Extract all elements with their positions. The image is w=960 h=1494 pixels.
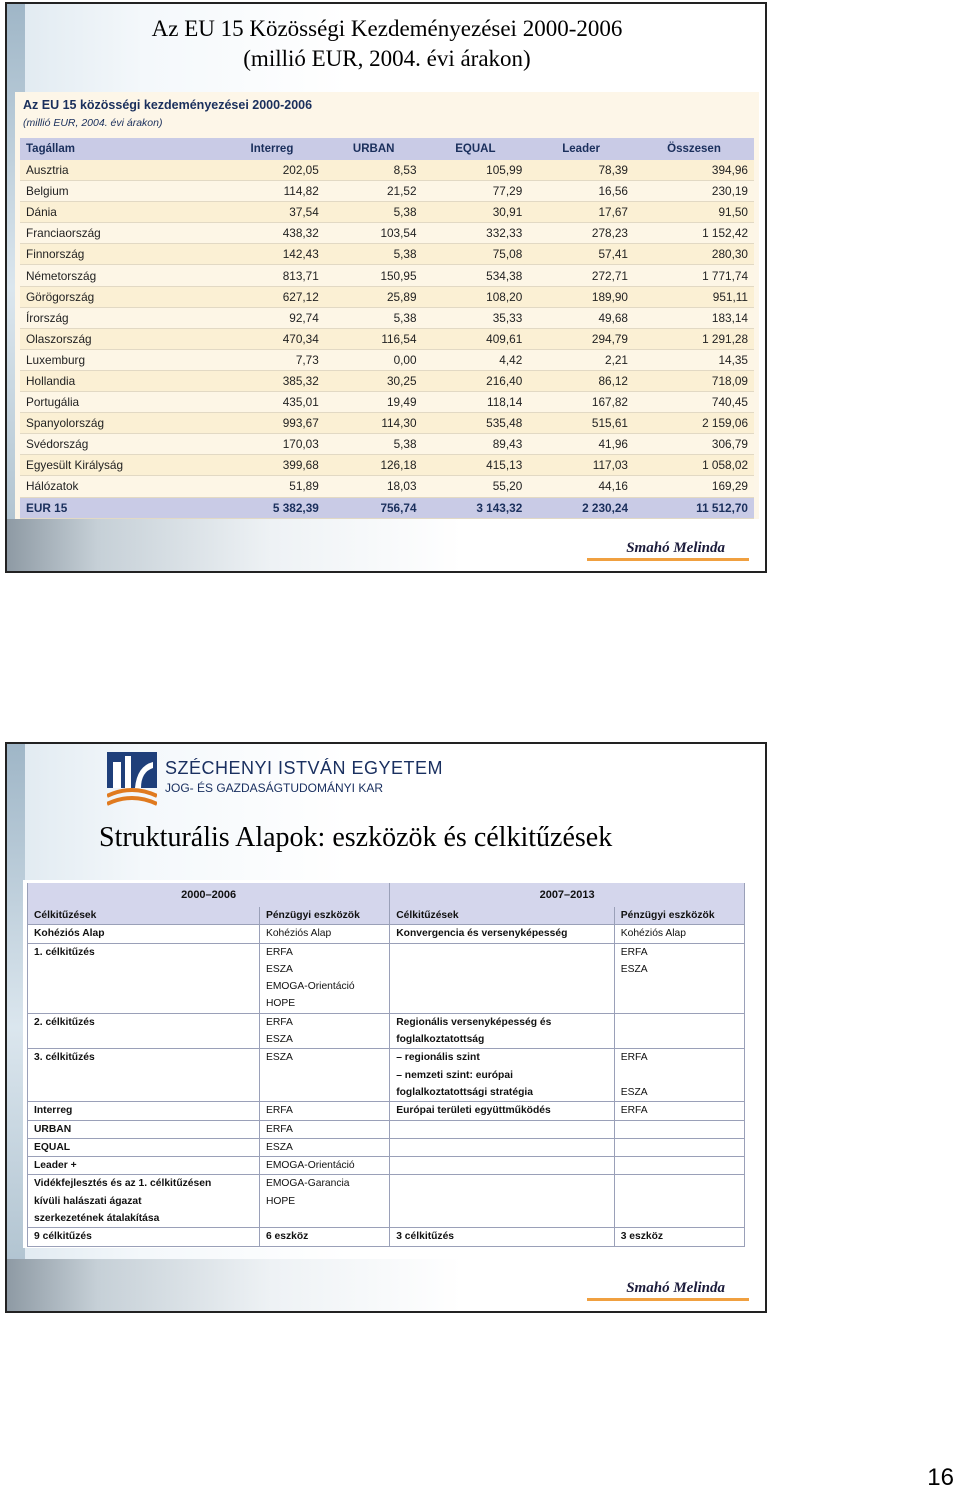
table-cell-value: 49,68 — [528, 307, 634, 328]
table-cell-value: 51,89 — [219, 476, 325, 497]
table-cell-country: Luxemburg — [20, 349, 219, 370]
table-cell — [28, 1084, 260, 1102]
table-cell-value: 2 230,24 — [528, 497, 634, 518]
table-row — [20, 392, 754, 413]
table-cell — [390, 1138, 615, 1156]
table-cell: HOPE — [259, 995, 389, 1013]
table-cell — [390, 1157, 615, 1175]
table-cell: Kohéziós Alap — [614, 925, 744, 943]
table-cell-value: 394,96 — [634, 160, 754, 181]
table-header-row — [20, 138, 754, 160]
table-cell: EMOGA-Orientáció — [259, 978, 389, 995]
table-cell-country: Egyesült Királyság — [20, 455, 219, 476]
page-number: 16 — [927, 1464, 954, 1491]
table-row — [28, 1157, 745, 1175]
table-cell-value: 230,19 — [634, 181, 754, 202]
table-cell: Regionális versenyképesség és — [390, 1013, 615, 1031]
table-cell-value: 627,12 — [219, 286, 325, 307]
table-cell-value: 385,32 — [219, 370, 325, 391]
table-row — [20, 160, 754, 181]
col-header-objectives-new: Célkitűzések — [390, 907, 615, 925]
table-cell-value: 993,67 — [219, 413, 325, 434]
col-header-instruments-new: Pénzügyi eszközök — [614, 907, 744, 925]
table-cell — [390, 1210, 615, 1228]
table-cell-value: 294,79 — [528, 328, 634, 349]
col-header-total: Összesen — [634, 138, 754, 160]
table-cell-value: 0,00 — [325, 349, 423, 370]
table-cell — [614, 1193, 744, 1210]
table-cell-value: 16,56 — [528, 181, 634, 202]
table-cell-value: 7,73 — [219, 349, 325, 370]
table-cell-country: Franciaország — [20, 223, 219, 244]
table-cell-value: 30,25 — [325, 370, 423, 391]
table-row — [20, 181, 754, 202]
table-cell-value: 30,91 — [423, 202, 529, 223]
table-cell: ERFA — [259, 1102, 389, 1120]
table-cell: ESZA — [614, 961, 744, 978]
table-cell — [390, 1193, 615, 1210]
table-cell-value: 534,38 — [423, 265, 529, 286]
table-row — [28, 978, 745, 995]
table-cell — [28, 1031, 260, 1049]
table-cell-value: 117,03 — [528, 455, 634, 476]
table-cell-value: 415,13 — [423, 455, 529, 476]
table-cell-value: 399,68 — [219, 455, 325, 476]
table-cell-value: 18,03 — [325, 476, 423, 497]
table-cell-value: 718,09 — [634, 370, 754, 391]
table-cell: HOPE — [259, 1193, 389, 1210]
table-cell-value: 4,42 — [423, 349, 529, 370]
table-cell-value: 272,71 — [528, 265, 634, 286]
author-name: Smahó Melinda — [626, 540, 725, 556]
table-cell — [614, 1175, 744, 1193]
table-cell-value: 114,82 — [219, 181, 325, 202]
col-header-instruments-old: Pénzügyi eszközök — [259, 907, 389, 925]
table-row — [20, 328, 754, 349]
table-cell-value: 280,30 — [634, 244, 754, 265]
table-cell-value: 25,89 — [325, 286, 423, 307]
table-cell-country: Svédország — [20, 434, 219, 455]
col-header-interreg: Interreg — [219, 138, 325, 160]
period-header-row — [28, 883, 745, 907]
table-cell-country: EUR 15 — [20, 497, 219, 518]
table-cell-value: 2,21 — [528, 349, 634, 370]
table-row — [28, 995, 745, 1013]
table-cell: – nemzeti szint: európai — [390, 1067, 615, 1084]
col-header-member-state: Tagállam — [20, 138, 219, 160]
table-cell-value: 740,45 — [634, 392, 754, 413]
table-cell-value: 169,29 — [634, 476, 754, 497]
table-cell: 1. célkitűzés — [28, 943, 260, 961]
table-row — [20, 223, 754, 244]
column-header-row — [28, 907, 745, 925]
col-header-objectives-old: Célkitűzések — [28, 907, 260, 925]
table-cell-value: 1 291,28 — [634, 328, 754, 349]
table-cell: foglalkoztatottsági stratégia — [390, 1084, 615, 1102]
table-cell: Európai területi együttműködés — [390, 1102, 615, 1120]
table-cell — [390, 943, 615, 961]
table-cell-value: 142,43 — [219, 244, 325, 265]
table-row — [28, 1210, 745, 1228]
table-cell: URBAN — [28, 1120, 260, 1138]
table-cell-value: 75,08 — [423, 244, 529, 265]
table-cell-value: 78,39 — [528, 160, 634, 181]
table-cell-value: 470,34 — [219, 328, 325, 349]
table-cell-value: 202,05 — [219, 160, 325, 181]
table-footer-cell: 3 eszköz — [614, 1228, 744, 1246]
table-cell-value: 77,29 — [423, 181, 529, 202]
col-header-leader: Leader — [528, 138, 634, 160]
table-row — [20, 349, 754, 370]
table-cell — [614, 995, 744, 1013]
table-cell-value: 1 152,42 — [634, 223, 754, 244]
table-cell-value: 17,67 — [528, 202, 634, 223]
table-cell — [390, 961, 615, 978]
table-cell-value: 216,40 — [423, 370, 529, 391]
table-cell-value: 91,50 — [634, 202, 754, 223]
table-cell-value: 103,54 — [325, 223, 423, 244]
table-cell: Interreg — [28, 1102, 260, 1120]
table-cell-value: 813,71 — [219, 265, 325, 286]
slide-structural-funds — [5, 742, 767, 1313]
table-cell — [614, 1013, 744, 1031]
table-cell: ESZA — [259, 1031, 389, 1049]
table-cell-value: 41,96 — [528, 434, 634, 455]
table-row — [28, 943, 745, 961]
table-cell-value: 278,23 — [528, 223, 634, 244]
author-underline — [587, 558, 749, 561]
table-row — [28, 1102, 745, 1120]
table-cell-value: 57,41 — [528, 244, 634, 265]
table-row — [28, 1138, 745, 1156]
scanned-table-image — [15, 92, 759, 520]
author-name: Smahó Melinda — [626, 1280, 725, 1296]
table-footer-cell: 6 eszköz — [259, 1228, 389, 1246]
table-row — [20, 434, 754, 455]
table-cell-country: Ausztria — [20, 160, 219, 181]
table-cell: – regionális szint — [390, 1049, 615, 1067]
table-cell-value: 2 159,06 — [634, 413, 754, 434]
table-cell: Kohéziós Alap — [28, 925, 260, 943]
table-cell — [259, 1210, 389, 1228]
table-cell — [614, 1031, 744, 1049]
table-cell: ESZA — [259, 1049, 389, 1067]
table-cell: 3. célkitűzés — [28, 1049, 260, 1067]
slide-eu15-initiatives — [5, 2, 767, 573]
table-cell-value: 438,32 — [219, 223, 325, 244]
table-cell-value: 5,38 — [325, 307, 423, 328]
table-cell-country: Hálózatok — [20, 476, 219, 497]
table-cell: ERFA — [614, 1049, 744, 1067]
col-header-urban: URBAN — [325, 138, 423, 160]
table-cell-value: 14,35 — [634, 349, 754, 370]
table-row — [20, 370, 754, 391]
table-footer-cell: 3 célkitűzés — [390, 1228, 615, 1246]
table-row — [28, 1120, 745, 1138]
university-name: SZÉCHENYI ISTVÁN EGYETEM — [165, 758, 444, 778]
table-cell: ESZA — [259, 1138, 389, 1156]
table-cell-value: 5,38 — [325, 244, 423, 265]
table-cell: EQUAL — [28, 1138, 260, 1156]
period-2000-2006: 2000–2006 — [28, 883, 390, 907]
table-cell — [614, 1067, 744, 1084]
table-cell-value: 21,52 — [325, 181, 423, 202]
eu15-table — [20, 138, 754, 519]
table-cell-value: 756,74 — [325, 497, 423, 518]
table-cell-value: 118,14 — [423, 392, 529, 413]
table-cell-value: 92,74 — [219, 307, 325, 328]
structural-funds-table-image — [23, 880, 749, 1248]
table-row — [20, 286, 754, 307]
table-cell: Konvergencia és versenyképesség — [390, 925, 615, 943]
table-cell: Vidékfejlesztés és az 1. célkitűzésen — [28, 1175, 260, 1193]
table-cell — [28, 995, 260, 1013]
table-cell-value: 35,33 — [423, 307, 529, 328]
table-cell-value: 8,53 — [325, 160, 423, 181]
table-cell-value: 55,20 — [423, 476, 529, 497]
table-cell — [390, 978, 615, 995]
author-underline — [587, 1298, 749, 1301]
table-row — [20, 455, 754, 476]
table-row — [20, 413, 754, 434]
table-cell: Leader + — [28, 1157, 260, 1175]
table-cell-value: 170,03 — [219, 434, 325, 455]
scan-title: Az EU 15 közösségi kezdeményezései 2000-2006 — [23, 98, 313, 112]
table-cell — [614, 1138, 744, 1156]
university-logo-icon — [107, 752, 157, 808]
table-total-row — [20, 497, 754, 518]
table-cell: EMOGA-Garancia — [259, 1175, 389, 1193]
table-cell — [614, 1157, 744, 1175]
table-cell-value: 89,43 — [423, 434, 529, 455]
table-cell: foglalkoztatottság — [390, 1031, 615, 1049]
col-header-equal: EQUAL — [423, 138, 529, 160]
table-cell-country: Németország — [20, 265, 219, 286]
table-row — [20, 265, 754, 286]
table-cell-value: 150,95 — [325, 265, 423, 286]
table-cell-value: 3 143,32 — [423, 497, 529, 518]
table-cell-value: 306,79 — [634, 434, 754, 455]
table-cell-country: Írország — [20, 307, 219, 328]
slide-title — [27, 14, 747, 74]
table-cell: ESZA — [614, 1084, 744, 1102]
table-row — [28, 1175, 745, 1193]
table-cell — [390, 1120, 615, 1138]
table-cell-value: 515,61 — [528, 413, 634, 434]
table-row — [28, 1067, 745, 1084]
table-row — [28, 1084, 745, 1102]
table-cell-value: 409,61 — [423, 328, 529, 349]
table-cell-value: 1 058,02 — [634, 455, 754, 476]
table-row — [28, 1049, 745, 1067]
table-cell: ERFA — [259, 943, 389, 961]
table-cell: ERFA — [259, 1013, 389, 1031]
table-cell-value: 19,49 — [325, 392, 423, 413]
slide-title-line2: (millió EUR, 2004. évi árakon) — [243, 46, 531, 71]
table-cell: ERFA — [259, 1120, 389, 1138]
table-cell-value: 37,54 — [219, 202, 325, 223]
structural-funds-table — [27, 883, 745, 1247]
table-cell: kívüli halászati ágazat — [28, 1193, 260, 1210]
table-cell-value: 535,48 — [423, 413, 529, 434]
table-cell-value: 5 382,39 — [219, 497, 325, 518]
table-row — [28, 1193, 745, 1210]
table-cell-value: 332,33 — [423, 223, 529, 244]
table-cell-value: 114,30 — [325, 413, 423, 434]
table-cell-country: Spanyolország — [20, 413, 219, 434]
table-row — [28, 1031, 745, 1049]
table-cell: 2. célkitűzés — [28, 1013, 260, 1031]
slide-title-line1: Az EU 15 Közösségi Kezdeményezései 2000-2006 — [151, 16, 623, 41]
table-row — [28, 925, 745, 943]
table-row — [20, 307, 754, 328]
table-cell — [259, 1067, 389, 1084]
table-cell-value: 126,18 — [325, 455, 423, 476]
table-cell — [614, 978, 744, 995]
table-cell-value: 183,14 — [634, 307, 754, 328]
faculty-name: JOG- ÉS GAZDASÁGTUDOMÁNYI KAR — [165, 781, 384, 795]
table-cell: Kohéziós Alap — [259, 925, 389, 943]
table-cell-value: 5,38 — [325, 202, 423, 223]
table-cell-value: 44,16 — [528, 476, 634, 497]
table-cell-country: Portugália — [20, 392, 219, 413]
table-cell: ERFA — [614, 943, 744, 961]
table-cell-value: 108,20 — [423, 286, 529, 307]
table-cell-value: 189,90 — [528, 286, 634, 307]
table-cell-value: 435,01 — [219, 392, 325, 413]
table-cell — [614, 1120, 744, 1138]
table-cell-value: 951,11 — [634, 286, 754, 307]
table-cell — [28, 961, 260, 978]
table-cell-country: Dánia — [20, 202, 219, 223]
table-cell-value: 105,99 — [423, 160, 529, 181]
table-cell-value: 86,12 — [528, 370, 634, 391]
table-cell — [614, 1210, 744, 1228]
table-cell-country: Görögország — [20, 286, 219, 307]
table-row — [20, 202, 754, 223]
table-cell — [28, 978, 260, 995]
table-cell: ERFA — [614, 1102, 744, 1120]
table-cell — [390, 995, 615, 1013]
period-2007-2013: 2007–2013 — [390, 883, 745, 907]
table-cell — [259, 1084, 389, 1102]
table-cell: ESZA — [259, 961, 389, 978]
table-row — [20, 244, 754, 265]
table-cell: EMOGA-Orientáció — [259, 1157, 389, 1175]
table-cell-country: Olaszország — [20, 328, 219, 349]
table-cell — [390, 1175, 615, 1193]
table-cell-country: Hollandia — [20, 370, 219, 391]
table-cell-value: 5,38 — [325, 434, 423, 455]
table-footer-cell: 9 célkitűzés — [28, 1228, 260, 1246]
table-cell-value: 167,82 — [528, 392, 634, 413]
table-row — [28, 1013, 745, 1031]
table-cell-value: 116,54 — [325, 328, 423, 349]
scan-subtitle: (millió EUR, 2004. évi árakon) — [23, 117, 163, 129]
table-cell-value: 1 771,74 — [634, 265, 754, 286]
table-footer-row — [28, 1228, 745, 1246]
table-row — [28, 961, 745, 978]
table-cell-value: 11 512,70 — [634, 497, 754, 518]
table-cell-country: Finnország — [20, 244, 219, 265]
slide-title: Strukturális Alapok: eszközök és célkitűzések — [99, 822, 613, 853]
table-cell: szerkezetének átalakítása — [28, 1210, 260, 1228]
table-cell-country: Belgium — [20, 181, 219, 202]
table-cell — [28, 1067, 260, 1084]
table-row — [20, 476, 754, 497]
